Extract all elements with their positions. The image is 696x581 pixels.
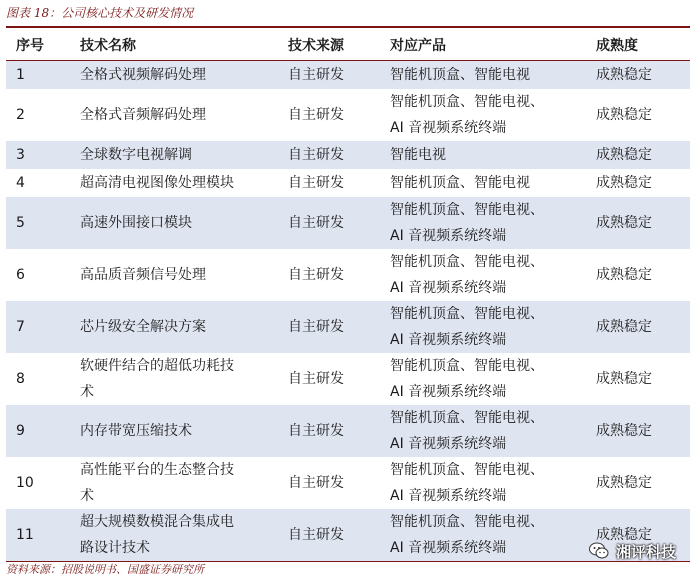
cell-tech-source: 自主研发 [278,301,380,353]
table-row [6,249,690,301]
cell-tech-source: 自主研发 [278,61,380,89]
cell-maturity: 成熟稳定 [596,174,652,191]
header-tech-name: 技术名称 [70,30,278,61]
table-row [6,457,690,509]
cell-product: 智能机顶盒、智能电视、 AI 音视频系统终端 [380,509,586,562]
cell-tech-name: 内存带宽压缩技术 [70,405,278,457]
cell-maturity: 成熟稳定 [596,266,652,283]
source-note: 资料来源：招股说明书、国盛证券研究所 [6,563,204,576]
cell-no: 3 [6,141,70,169]
cell-no: 8 [16,370,25,387]
cell-maturity: 成熟稳定 [586,61,690,89]
watermark [588,540,676,562]
cell-product: 智能机顶盒、智能电视 [380,61,586,89]
cell-maturity: 成熟稳定 [596,106,652,123]
cell-tech-source: 自主研发 [288,474,344,491]
cell-product: 智能机顶盒、智能电视、 AI 音视频系统终端 [380,197,586,249]
cell-maturity: 成熟稳定 [596,474,652,491]
cell-tech-source: 自主研发 [288,266,344,283]
cell-tech-name: 芯片级安全解决方案 [70,301,278,353]
cell-no: 5 [6,197,70,249]
table-row [6,301,690,353]
cell-tech-source: 自主研发 [288,174,344,191]
cell-tech-name: 全球数字电视解调 [70,141,278,169]
cell-no: 2 [16,106,25,123]
table-header-row [6,30,690,61]
cell-maturity: 成熟稳定 [586,141,690,169]
cell-tech-source: 自主研发 [288,106,344,123]
table-row [6,169,690,197]
core-tech-table [6,30,690,562]
cell-tech-source: 自主研发 [288,370,344,387]
cell-product: 智能机顶盒、智能电视、 AI 音视频系统终端 [390,357,544,400]
cell-product: 智能机顶盒、智能电视、 AI 音视频系统终端 [380,405,586,457]
cell-tech-name: 软硬件结合的超低功耗技 术 [80,357,234,400]
cell-tech-source: 自主研发 [278,141,380,169]
cell-no: 11 [6,509,70,562]
cell-no: 10 [16,474,34,491]
wechat-icon [588,540,610,562]
cell-product: 智能机顶盒、智能电视、 AI 音视频系统终端 [390,461,544,504]
cell-product: 智能机顶盒、智能电视、 AI 音视频系统终端 [380,301,586,353]
table-body [6,61,690,562]
table-row [6,405,690,457]
cell-no: 7 [6,301,70,353]
cell-tech-name: 全格式视频解码处理 [70,61,278,89]
cell-tech-name: 高速外围接口模块 [70,197,278,249]
cell-no: 1 [6,61,70,89]
table-row [6,61,690,89]
cell-no: 6 [16,266,25,283]
cell-no: 9 [6,405,70,457]
cell-maturity: 成熟稳定 [586,405,690,457]
cell-tech-name: 高性能平台的生态整合技 术 [80,461,234,504]
cell-product: 智能机顶盒、智能电视 [390,174,530,191]
cell-tech-source: 自主研发 [278,509,380,562]
cell-product: 智能机顶盒、智能电视、 AI 音视频系统终端 [390,93,544,136]
table-row [6,197,690,249]
table-row [6,141,690,169]
cell-maturity: 成熟稳定 [586,197,690,249]
cell-maturity: 成熟稳定 [586,509,690,562]
header-tech-source: 技术来源 [278,30,380,61]
header-maturity: 成熟度 [586,30,690,61]
header-no: 序号 [6,30,70,61]
caption-divider [6,26,690,28]
cell-tech-name: 超大规模数模混合集成电 路设计技术 [70,509,278,562]
cell-maturity: 成熟稳定 [596,370,652,387]
table-row [6,89,690,141]
cell-tech-name: 超高清电视图像处理模块 [80,174,234,191]
cell-product: 智能机顶盒、智能电视、 AI 音视频系统终端 [390,253,544,296]
watermark-text: 湘评科技 [615,542,676,561]
table-row [6,353,690,405]
table-caption: 图表 18：公司核心技术及研发情况 [6,6,194,20]
cell-maturity: 成熟稳定 [586,301,690,353]
cell-tech-source: 自主研发 [278,405,380,457]
cell-product: 智能电视 [380,141,586,169]
cell-tech-name: 全格式音频解码处理 [80,106,206,123]
header-product: 对应产品 [380,30,586,61]
cell-no: 4 [16,174,25,191]
cell-tech-name: 高品质音频信号处理 [80,266,206,283]
cell-tech-source: 自主研发 [278,197,380,249]
